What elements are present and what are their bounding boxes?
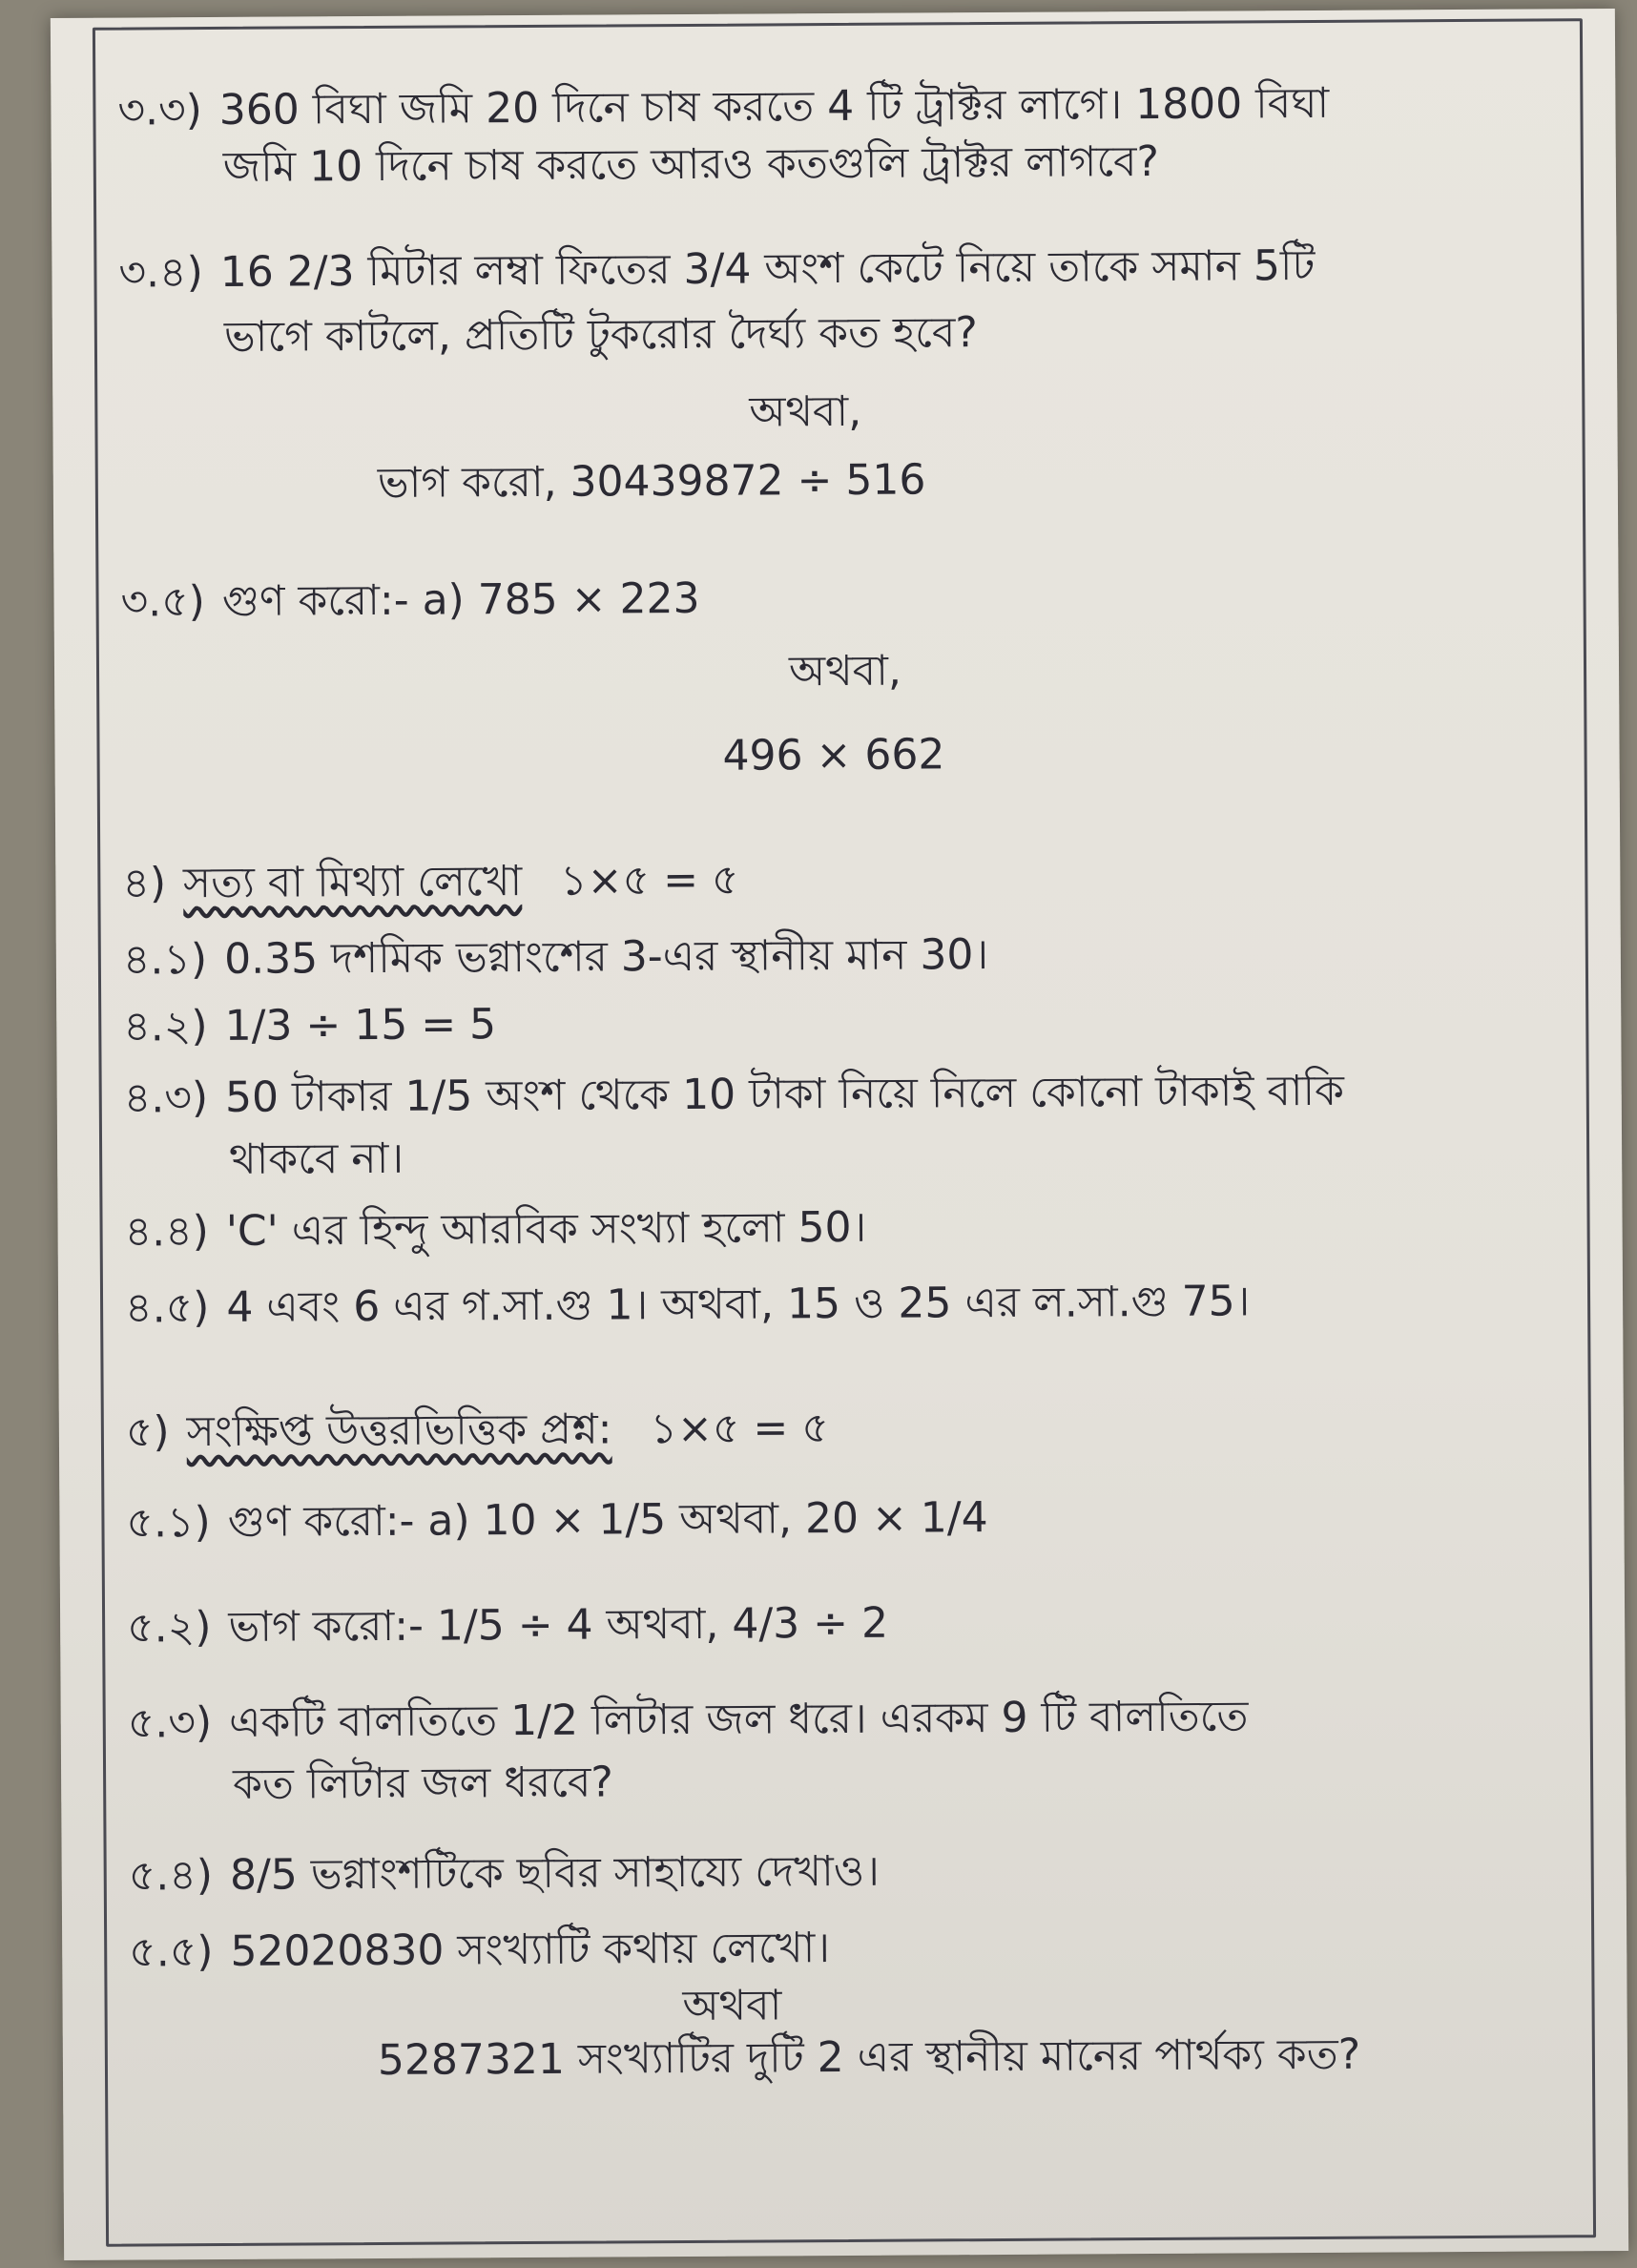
section-5-heading: ৫) সংক্ষিপ্ত উত্তরভিত্তিক প্রশ্ন: ১×৫ = ৫	[125, 1404, 830, 1457]
multiplication-alt: 496 × 662	[722, 730, 945, 780]
question-3-3-cont: জমি 10 দিনে চাষ করতে আরও কতগুলি ট্রাক্টর লাগবে?	[222, 136, 1160, 192]
question-3-4-cont: ভাগে কাটলে, প্রতিটি টুকরোর দৈর্ঘ্য কত হবে?	[223, 308, 978, 362]
or-label-3: অথবা	[682, 1981, 782, 2031]
question-4-5: ৪.৫) 4 এবং 6 এর গ.সা.গু 1। অথবা, 15 ও 25 এর ল.সা.গু 75।	[124, 1277, 1251, 1333]
question-5-5: ৫.৫) 52020830 সংখ্যাটি কথায় লেখো।	[129, 1924, 831, 1977]
question-4-3-cont: থাকবে না।	[228, 1134, 404, 1184]
division-question: ভাগ করো, 30439872 ÷ 516	[377, 455, 926, 508]
question-5-1: ৫.১) গুণ করো:- a) 10 × 1/5 অথবা, 20 × 1/4	[126, 1493, 988, 1548]
or-label: অথবা,	[749, 386, 862, 437]
place-value-question: 5287321 সংখ্যাটির দুটি 2 এর স্থানীয় মানের পার্থক্য কত?	[377, 2029, 1361, 2085]
section-4-heading: ৪) সত্য বা মিথ্যা লেখো ১×৫ = ৫	[122, 855, 739, 908]
question-5-3: ৫.৩) একটি বালতিতে 1/2 লিটার জল ধরে। এরকম 9 টি বালতিতে	[127, 1692, 1249, 1748]
question-3-4: ৩.৪) 16 2/3 মিটার লম্বা ফিতের 3/4 অংশ কেটে নিয়ে তাকে সমান 5টি	[118, 240, 1316, 298]
or-label-2: অথবা,	[788, 646, 902, 697]
question-4-4: ৪.৪) 'C' এর হিন্দু আরবিক সংখ্যা হলো 50।	[124, 1202, 867, 1257]
question-5-4: ৫.৪) 8/5 ভগ্নাংশটিকে ছবির সাহায্যে দেখাও।	[128, 1846, 881, 1901]
question-3-5: ৩.৫) গুণ করো:- a) 785 × 223	[120, 573, 700, 627]
question-4-3: ৪.৩) 50 টাকার 1/5 অংশ থেকে 10 টাকা নিয়ে নিলে কোনো টাকাই বাকি	[123, 1066, 1345, 1123]
paper-sheet	[51, 9, 1628, 2260]
question-5-2: ৫.২) ভাগ করো:- 1/5 ÷ 4 অথবা, 4/3 ÷ 2	[126, 1598, 889, 1653]
question-4-2: ৪.২) 1/3 ÷ 15 = 5	[123, 1000, 497, 1051]
question-3-3: ৩.৩) 360 বিঘা জমি 20 দিনে চাষ করতে 4 টি ট্রাক্টর লাগে। 1800 বিঘা	[117, 78, 1330, 135]
question-4-1: ৪.১) 0.35 দশমিক ভগ্নাংশের 3-এর স্থানীয় মান 30।	[122, 930, 989, 985]
question-5-3-cont: কত লিটার জল ধরবে?	[232, 1758, 613, 1809]
